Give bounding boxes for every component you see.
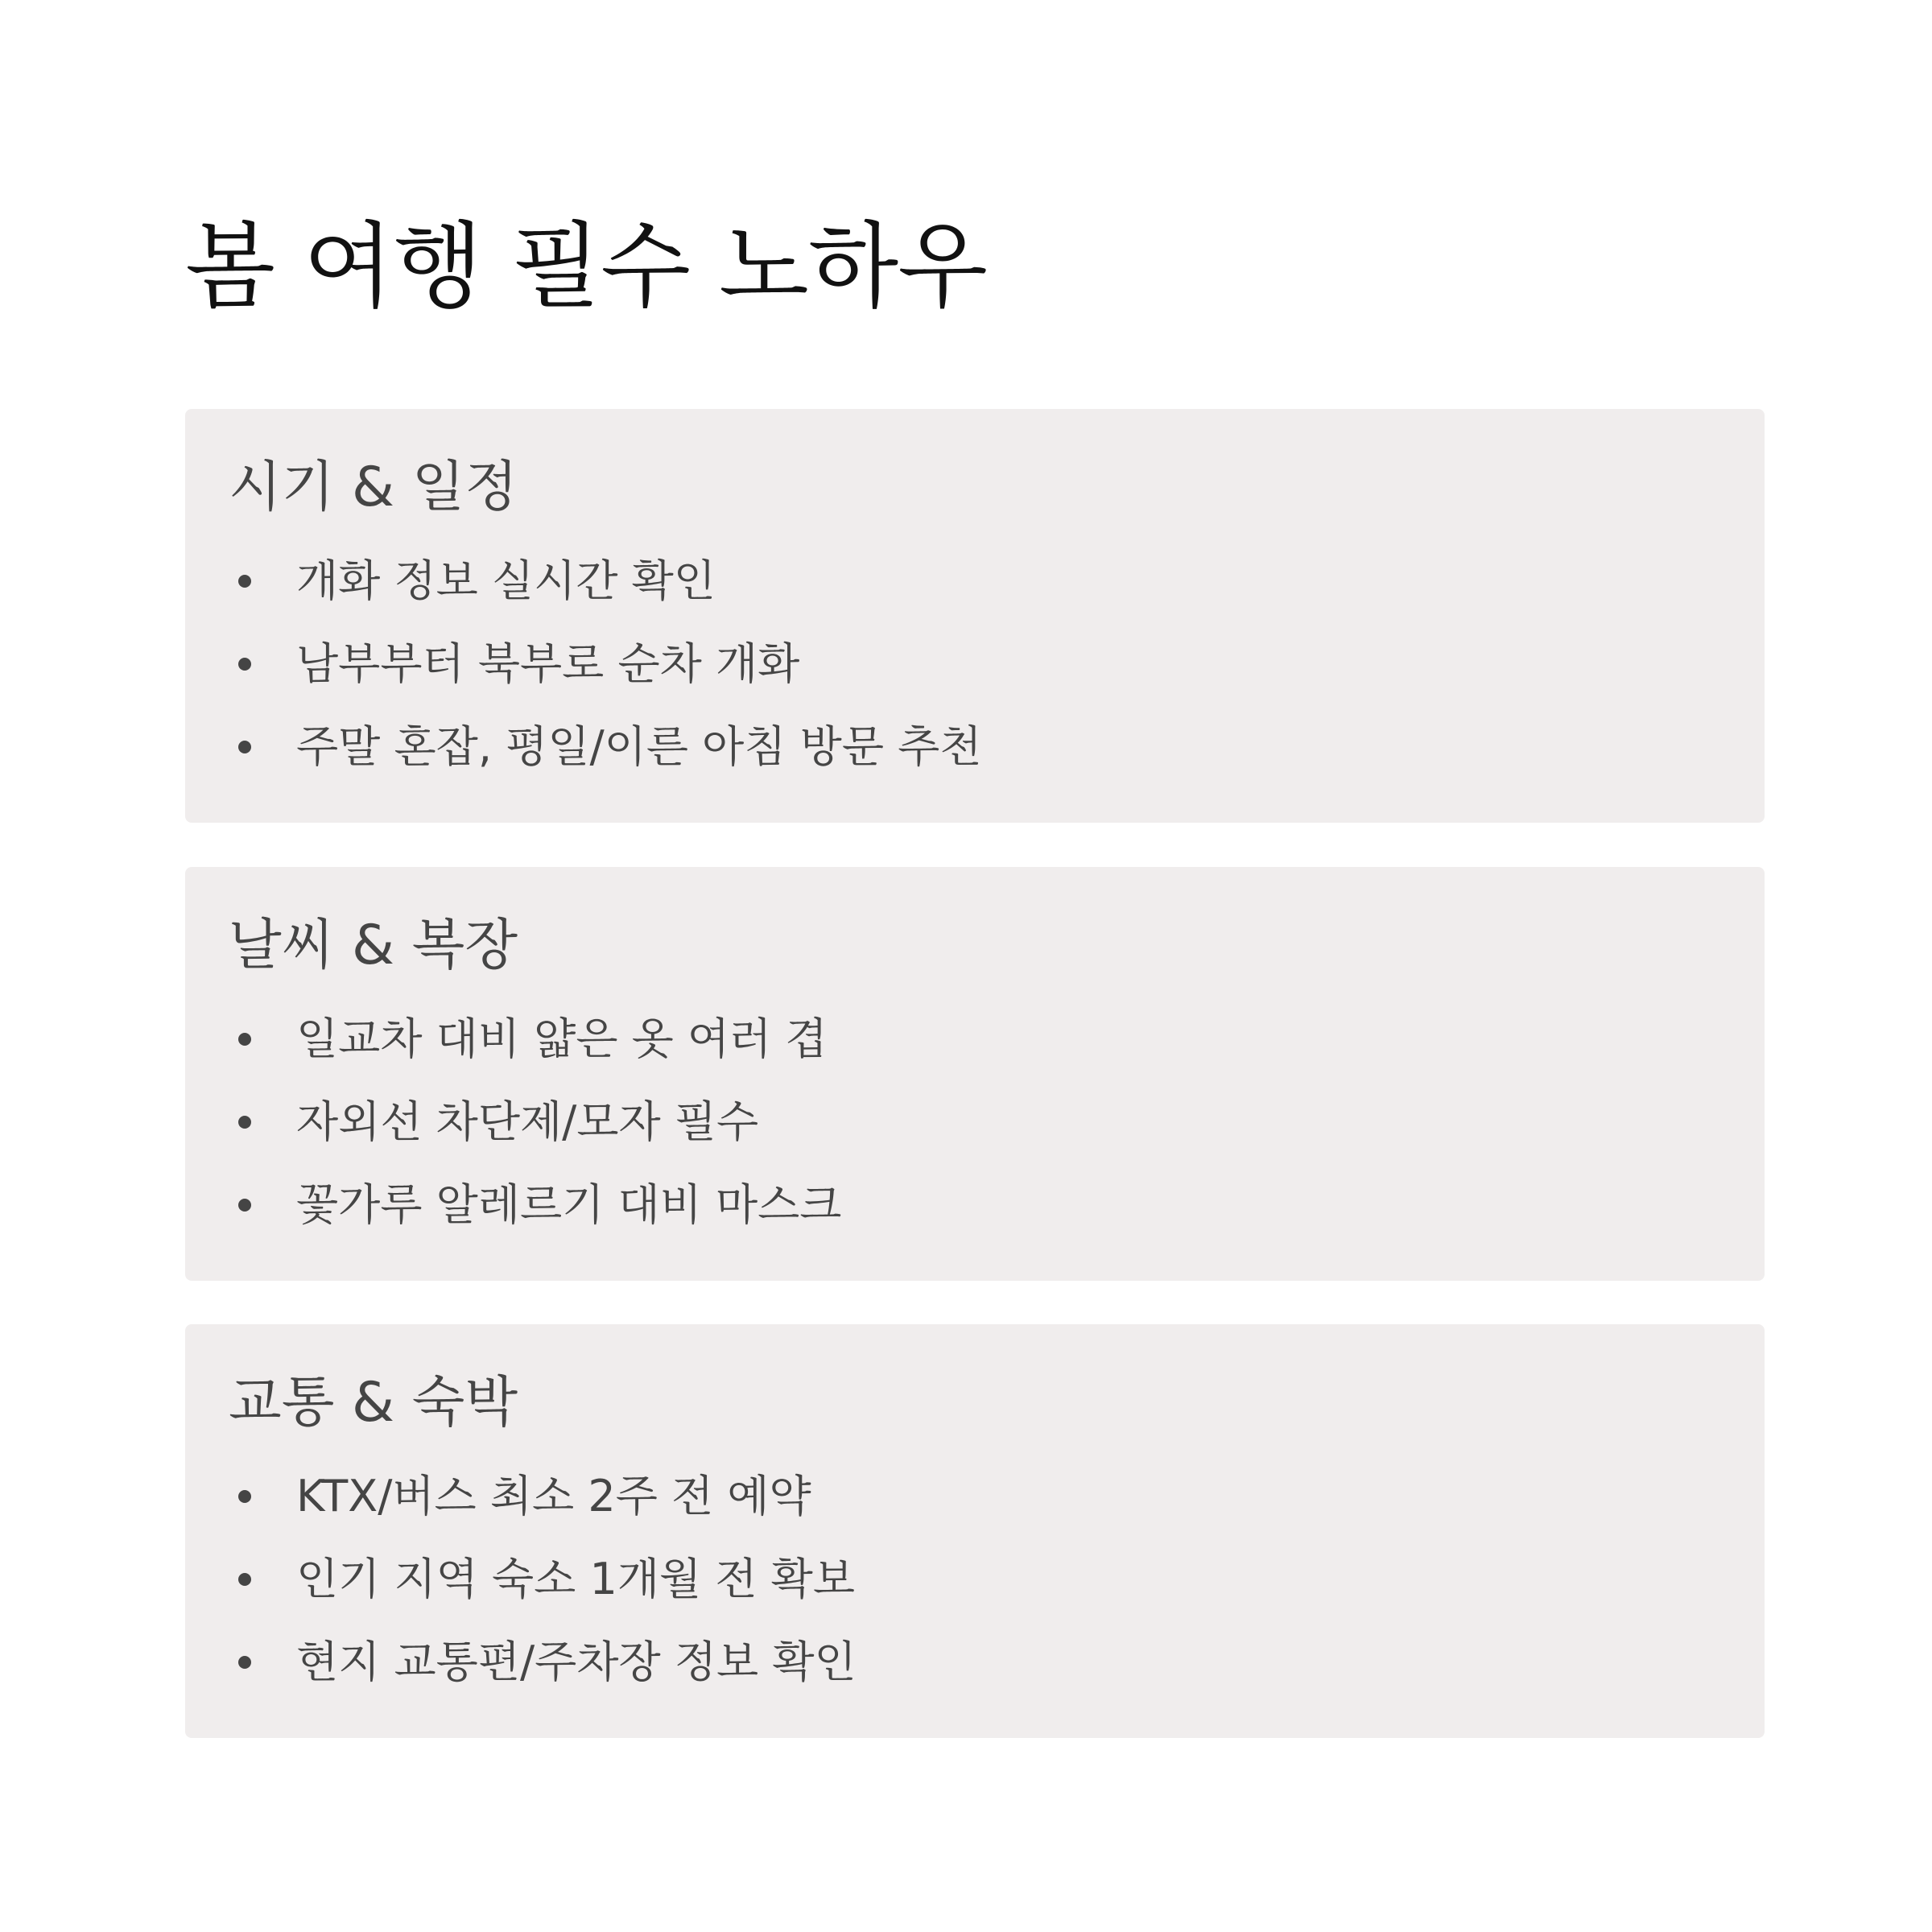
section-card-weather xyxy=(185,867,1765,1281)
list-item-text: 일교차 대비 얇은 옷 여러 겹 xyxy=(296,1013,828,1064)
bullet-icon xyxy=(238,1116,251,1129)
page-title: 봄 여행 필수 노하우 xyxy=(185,213,988,321)
bullet-icon xyxy=(238,1490,251,1503)
section-heading: 교통 & 숙박 xyxy=(229,1371,518,1435)
bullet-icon xyxy=(238,575,251,588)
bullet-icon xyxy=(238,1656,251,1669)
section-card-transport xyxy=(185,1324,1765,1738)
list-item xyxy=(185,1456,1765,1539)
list-item-text: 자외선 차단제/모자 필수 xyxy=(296,1096,759,1147)
list-item-text: 꽃가루 알레르기 대비 마스크 xyxy=(296,1179,842,1230)
list-item-text: KTX/버스 최소 2주 전 예약 xyxy=(296,1471,811,1521)
list-item xyxy=(185,624,1765,707)
bullet-icon xyxy=(238,1573,251,1586)
list-item xyxy=(185,1165,1765,1248)
list-item-text: 인기 지역 숙소 1개월 전 확보 xyxy=(296,1554,855,1604)
list-item xyxy=(185,999,1765,1082)
list-item xyxy=(185,1622,1765,1705)
bullet-icon xyxy=(238,1199,251,1212)
list-item-text: 개화 정보 실시간 확인 xyxy=(296,555,716,606)
bullet-icon xyxy=(238,741,251,753)
section-heading: 시기 & 일정 xyxy=(229,456,518,519)
list-item xyxy=(185,1539,1765,1622)
section-card-schedule xyxy=(185,409,1765,823)
list-item xyxy=(185,541,1765,624)
list-item-text: 주말 혼잡, 평일/이른 아침 방문 추천 xyxy=(296,721,982,772)
tip-list xyxy=(185,541,1765,790)
list-item xyxy=(185,1082,1765,1165)
section-heading: 날씨 & 복장 xyxy=(229,914,518,977)
tip-list xyxy=(185,999,1765,1248)
list-item-text: 남부부터 북부로 순차 개화 xyxy=(296,638,800,689)
list-item xyxy=(185,707,1765,790)
bullet-icon xyxy=(238,1033,251,1046)
tip-list xyxy=(185,1456,1765,1705)
bullet-icon xyxy=(238,658,251,671)
list-item-text: 현지 교통편/주차장 정보 확인 xyxy=(296,1637,857,1687)
